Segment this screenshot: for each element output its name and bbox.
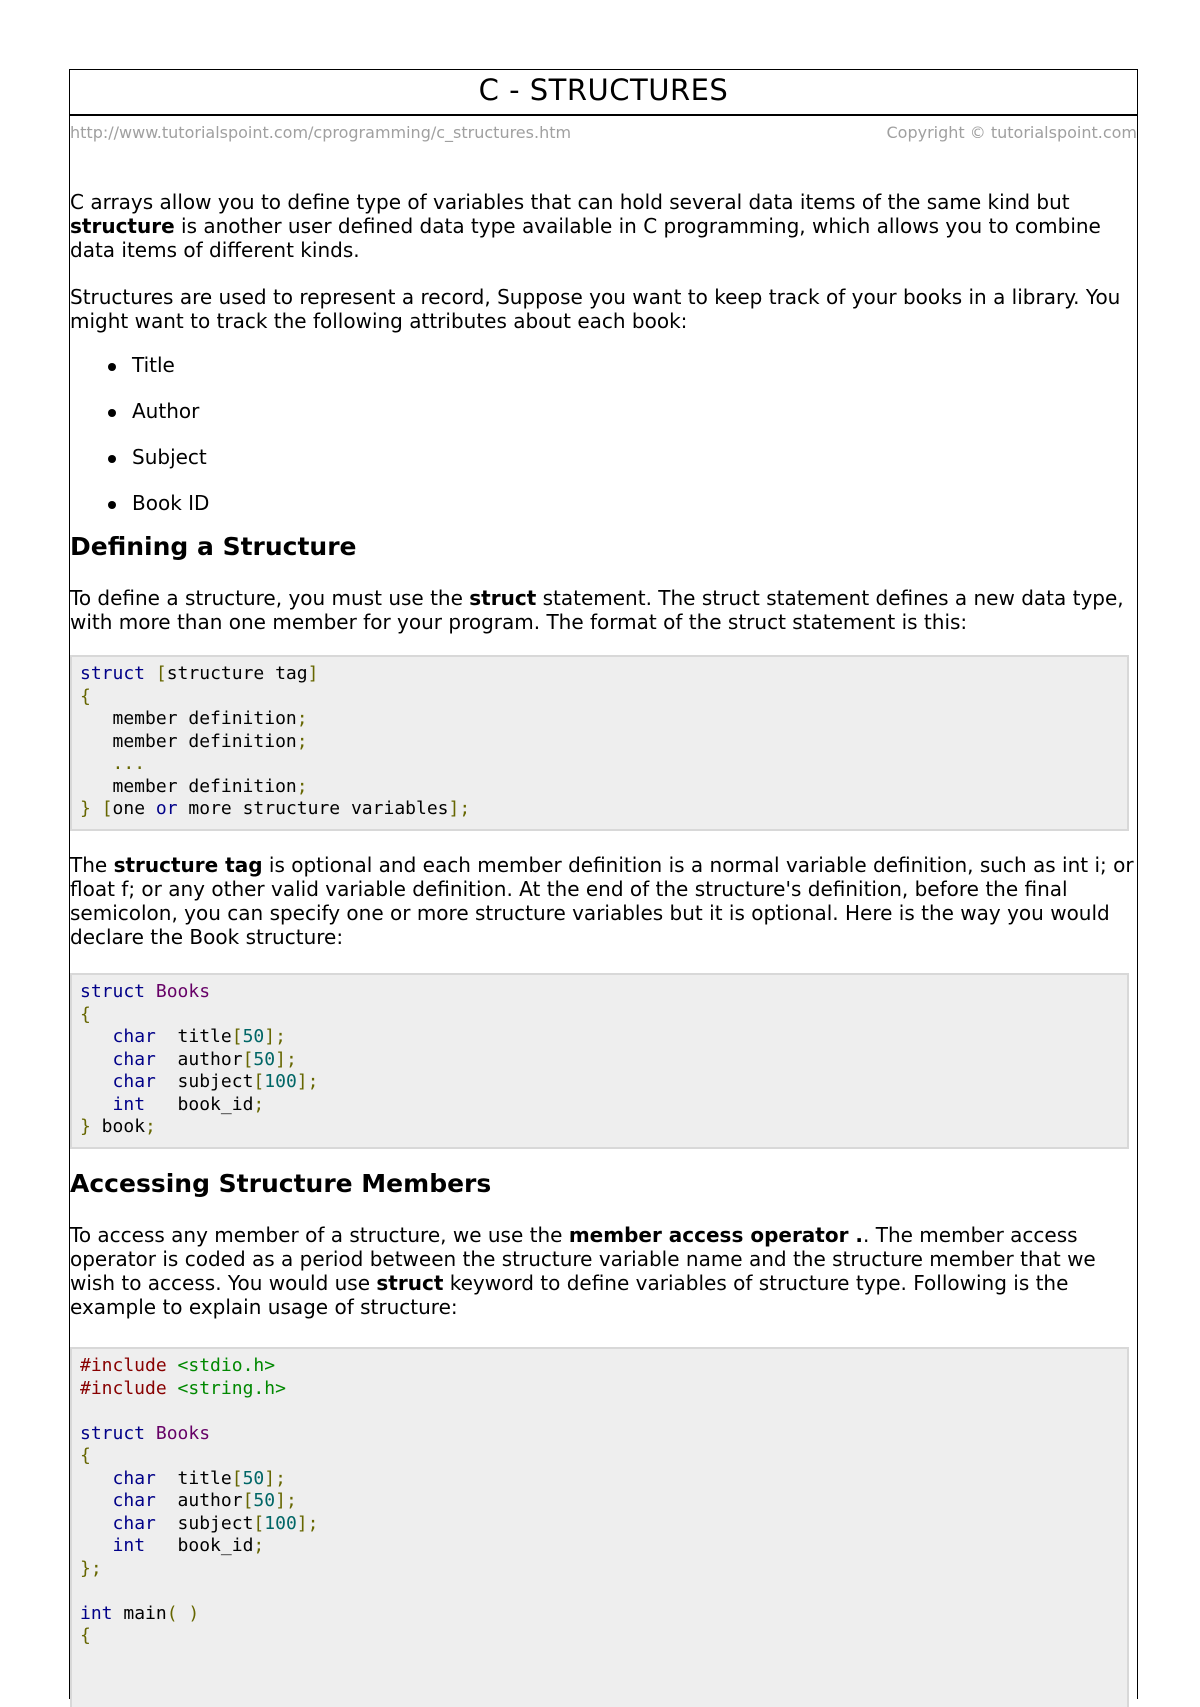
code-token: ];: [264, 1026, 286, 1047]
code-token: [80, 1049, 113, 1070]
code-token: [80, 1094, 113, 1115]
code-token: title: [155, 1467, 232, 1489]
section-heading-defining: Defining a Structure: [70, 532, 357, 561]
code-token: [178, 1603, 189, 1624]
copyright-notice: Copyright © tutorialspoint.com: [886, 123, 1137, 142]
code-token: ];: [264, 1467, 286, 1489]
code-token: 100: [264, 1071, 297, 1092]
tag-bold-term: structure tag: [113, 853, 263, 877]
page-title: C - STRUCTURES: [478, 73, 729, 107]
code-token: {: [80, 1003, 91, 1025]
code-token: [167, 1378, 178, 1399]
intro-paragraph: [70, 190, 1134, 262]
code-token: book_id: [145, 1093, 254, 1115]
code-token: ;: [253, 1093, 265, 1115]
code-token: [145, 1423, 156, 1444]
code-token: char: [112, 1048, 156, 1070]
code-token: ;: [253, 1535, 265, 1556]
code-token: [80, 1513, 113, 1534]
code-token: ];: [275, 1048, 297, 1070]
code-token: [: [155, 663, 167, 684]
code-token: [167, 1355, 178, 1376]
code-token: struct: [80, 981, 146, 1002]
code-token: [80, 1026, 113, 1047]
code-token: char: [112, 1071, 156, 1092]
code-token: main: [112, 1602, 167, 1624]
code-token: }: [80, 798, 91, 819]
code-token: char: [112, 1467, 156, 1489]
code-token: one: [112, 798, 156, 819]
code-token: structure tag: [166, 663, 308, 684]
meta-row: [70, 123, 1137, 147]
code-token: [91, 798, 102, 819]
code-token: ]: [307, 663, 319, 684]
bullet-icon: [108, 409, 116, 417]
bullet-icon: [108, 363, 116, 371]
code-token: {: [80, 1445, 91, 1466]
code-token: [: [231, 1467, 243, 1489]
code-token: [80, 1490, 113, 1511]
code-token: int: [112, 1093, 146, 1115]
code-token: title: [155, 1026, 232, 1047]
code-token: 100: [264, 1512, 297, 1534]
list-item: [70, 353, 209, 399]
list-item: [70, 399, 209, 445]
tag-text-cont: is optional and each member definition is a normal variable definition, such as int i; or float f; or any other valid variable definition. At the end of the structure's definition, before the final semicolon, you can specify one or more structure variables but it is optional. Here is the way you would declare the Book structure:: [70, 853, 1134, 949]
defining-paragraph: [70, 586, 1134, 634]
defining-text: To define a structure, you must use the: [70, 586, 470, 610]
code-token: more structure variables: [177, 798, 449, 819]
code-token: [80, 753, 113, 774]
title-bar: [70, 70, 1137, 116]
code-token: [145, 981, 156, 1002]
code-token: [: [253, 1071, 265, 1092]
code-token: char: [112, 1512, 156, 1534]
code-token: member definition: [80, 708, 297, 729]
section-heading-accessing: Accessing Structure Members: [70, 1169, 492, 1198]
code-token: member definition: [80, 730, 297, 752]
code-token: [: [242, 1490, 254, 1511]
attribute-list: [70, 353, 209, 537]
code-token: (: [166, 1602, 178, 1624]
accessing-text-cont: . The member access operator is coded as a period between the structure variable name and the structure member that we wish to access. You would use: [70, 1223, 1096, 1295]
accessing-paragraph: [70, 1223, 1134, 1319]
code-block-example: [70, 1347, 1129, 1707]
code-token: [: [101, 798, 113, 819]
code-token: ];: [275, 1490, 297, 1511]
code-token: ];: [448, 798, 471, 819]
code-block-struct-format: [70, 655, 1129, 831]
code-token: struct: [80, 663, 146, 684]
code-token: ];: [296, 1071, 319, 1092]
list-item-label: Book ID: [132, 491, 210, 515]
bullet-icon: [108, 501, 116, 509]
accessing-bold-operator: member access operator .: [568, 1223, 864, 1247]
code-token: ): [188, 1602, 200, 1624]
code-token: [80, 1071, 113, 1092]
code-token: <stdio.h>: [177, 1355, 276, 1376]
code-token: <string.h>: [177, 1377, 286, 1399]
intro-text: C arrays allow you to define type of variables that can hold several data items of the same kind but: [70, 190, 1070, 214]
code-token: book: [90, 1116, 146, 1137]
code-token: Books: [155, 1422, 211, 1444]
code-token: ];: [296, 1512, 319, 1534]
code-token: [80, 1468, 113, 1489]
code-token: author: [155, 1490, 243, 1511]
code-token: struct: [80, 1422, 146, 1444]
records-paragraph: Structures are used to represent a record, Suppose you want to keep track of your books in a library. You might want to track the following attributes about each book:: [70, 285, 1121, 333]
code-token: [: [253, 1512, 265, 1534]
code-token: 50: [253, 1490, 276, 1511]
code-token: }: [80, 1116, 91, 1137]
source-url[interactable]: http://www.tutorialspoint.com/cprogramming/c_structures.htm: [70, 123, 572, 142]
code-token: member definition: [80, 775, 297, 797]
defining-text-cont: statement. The struct statement defines a new data type, with more than one member for your program. The format of the struct statement is this:: [70, 586, 1124, 634]
code-token: #include: [80, 1355, 167, 1376]
code-token: ;: [296, 730, 308, 752]
code-token: ;: [296, 708, 308, 729]
code-token: Books: [155, 981, 211, 1002]
code-token: 50: [242, 1467, 265, 1489]
accessing-text-end: keyword to define variables of structure type. Following is the example to explain usage of structure:: [70, 1271, 1069, 1319]
code-token: {: [80, 685, 91, 707]
defining-bold-term: struct: [469, 586, 537, 610]
page-frame: [69, 69, 1138, 1699]
intro-bold-term: structure: [70, 214, 175, 238]
code-token: [80, 1535, 113, 1556]
code-token: };: [80, 1557, 102, 1579]
accessing-text: To access any member of a structure, we use the: [70, 1223, 569, 1247]
code-token: book_id: [145, 1535, 254, 1556]
code-token: ;: [296, 775, 308, 797]
code-token: [145, 663, 156, 684]
code-token: 50: [242, 1026, 265, 1047]
list-item-label: Subject: [132, 445, 207, 469]
code-token: or: [155, 798, 178, 819]
code-token: int: [112, 1535, 146, 1556]
code-token: int: [80, 1602, 113, 1624]
list-item-label: Author: [132, 399, 200, 423]
list-item: [70, 445, 209, 491]
code-token: char: [112, 1490, 156, 1511]
code-token: author: [155, 1048, 243, 1070]
code-token: subject: [155, 1071, 254, 1092]
tag-text: The: [70, 853, 114, 877]
code-block-books-struct: [70, 973, 1129, 1149]
accessing-bold-struct: struct: [376, 1271, 444, 1295]
code-token: #include: [80, 1377, 167, 1399]
code-token: ...: [112, 753, 146, 774]
code-token: subject: [155, 1512, 254, 1534]
code-token: {: [80, 1625, 91, 1646]
code-token: 50: [253, 1048, 276, 1070]
list-item-label: Title: [132, 353, 175, 377]
code-token: [: [231, 1026, 243, 1047]
intro-text-cont: is another user defined data type available in C programming, which allows you to combine data items of different kinds.: [70, 214, 1101, 262]
bullet-icon: [108, 455, 116, 463]
structure-tag-paragraph: [70, 853, 1134, 949]
code-token: ;: [145, 1116, 156, 1137]
code-token: char: [112, 1026, 156, 1047]
code-token: [: [242, 1048, 254, 1070]
